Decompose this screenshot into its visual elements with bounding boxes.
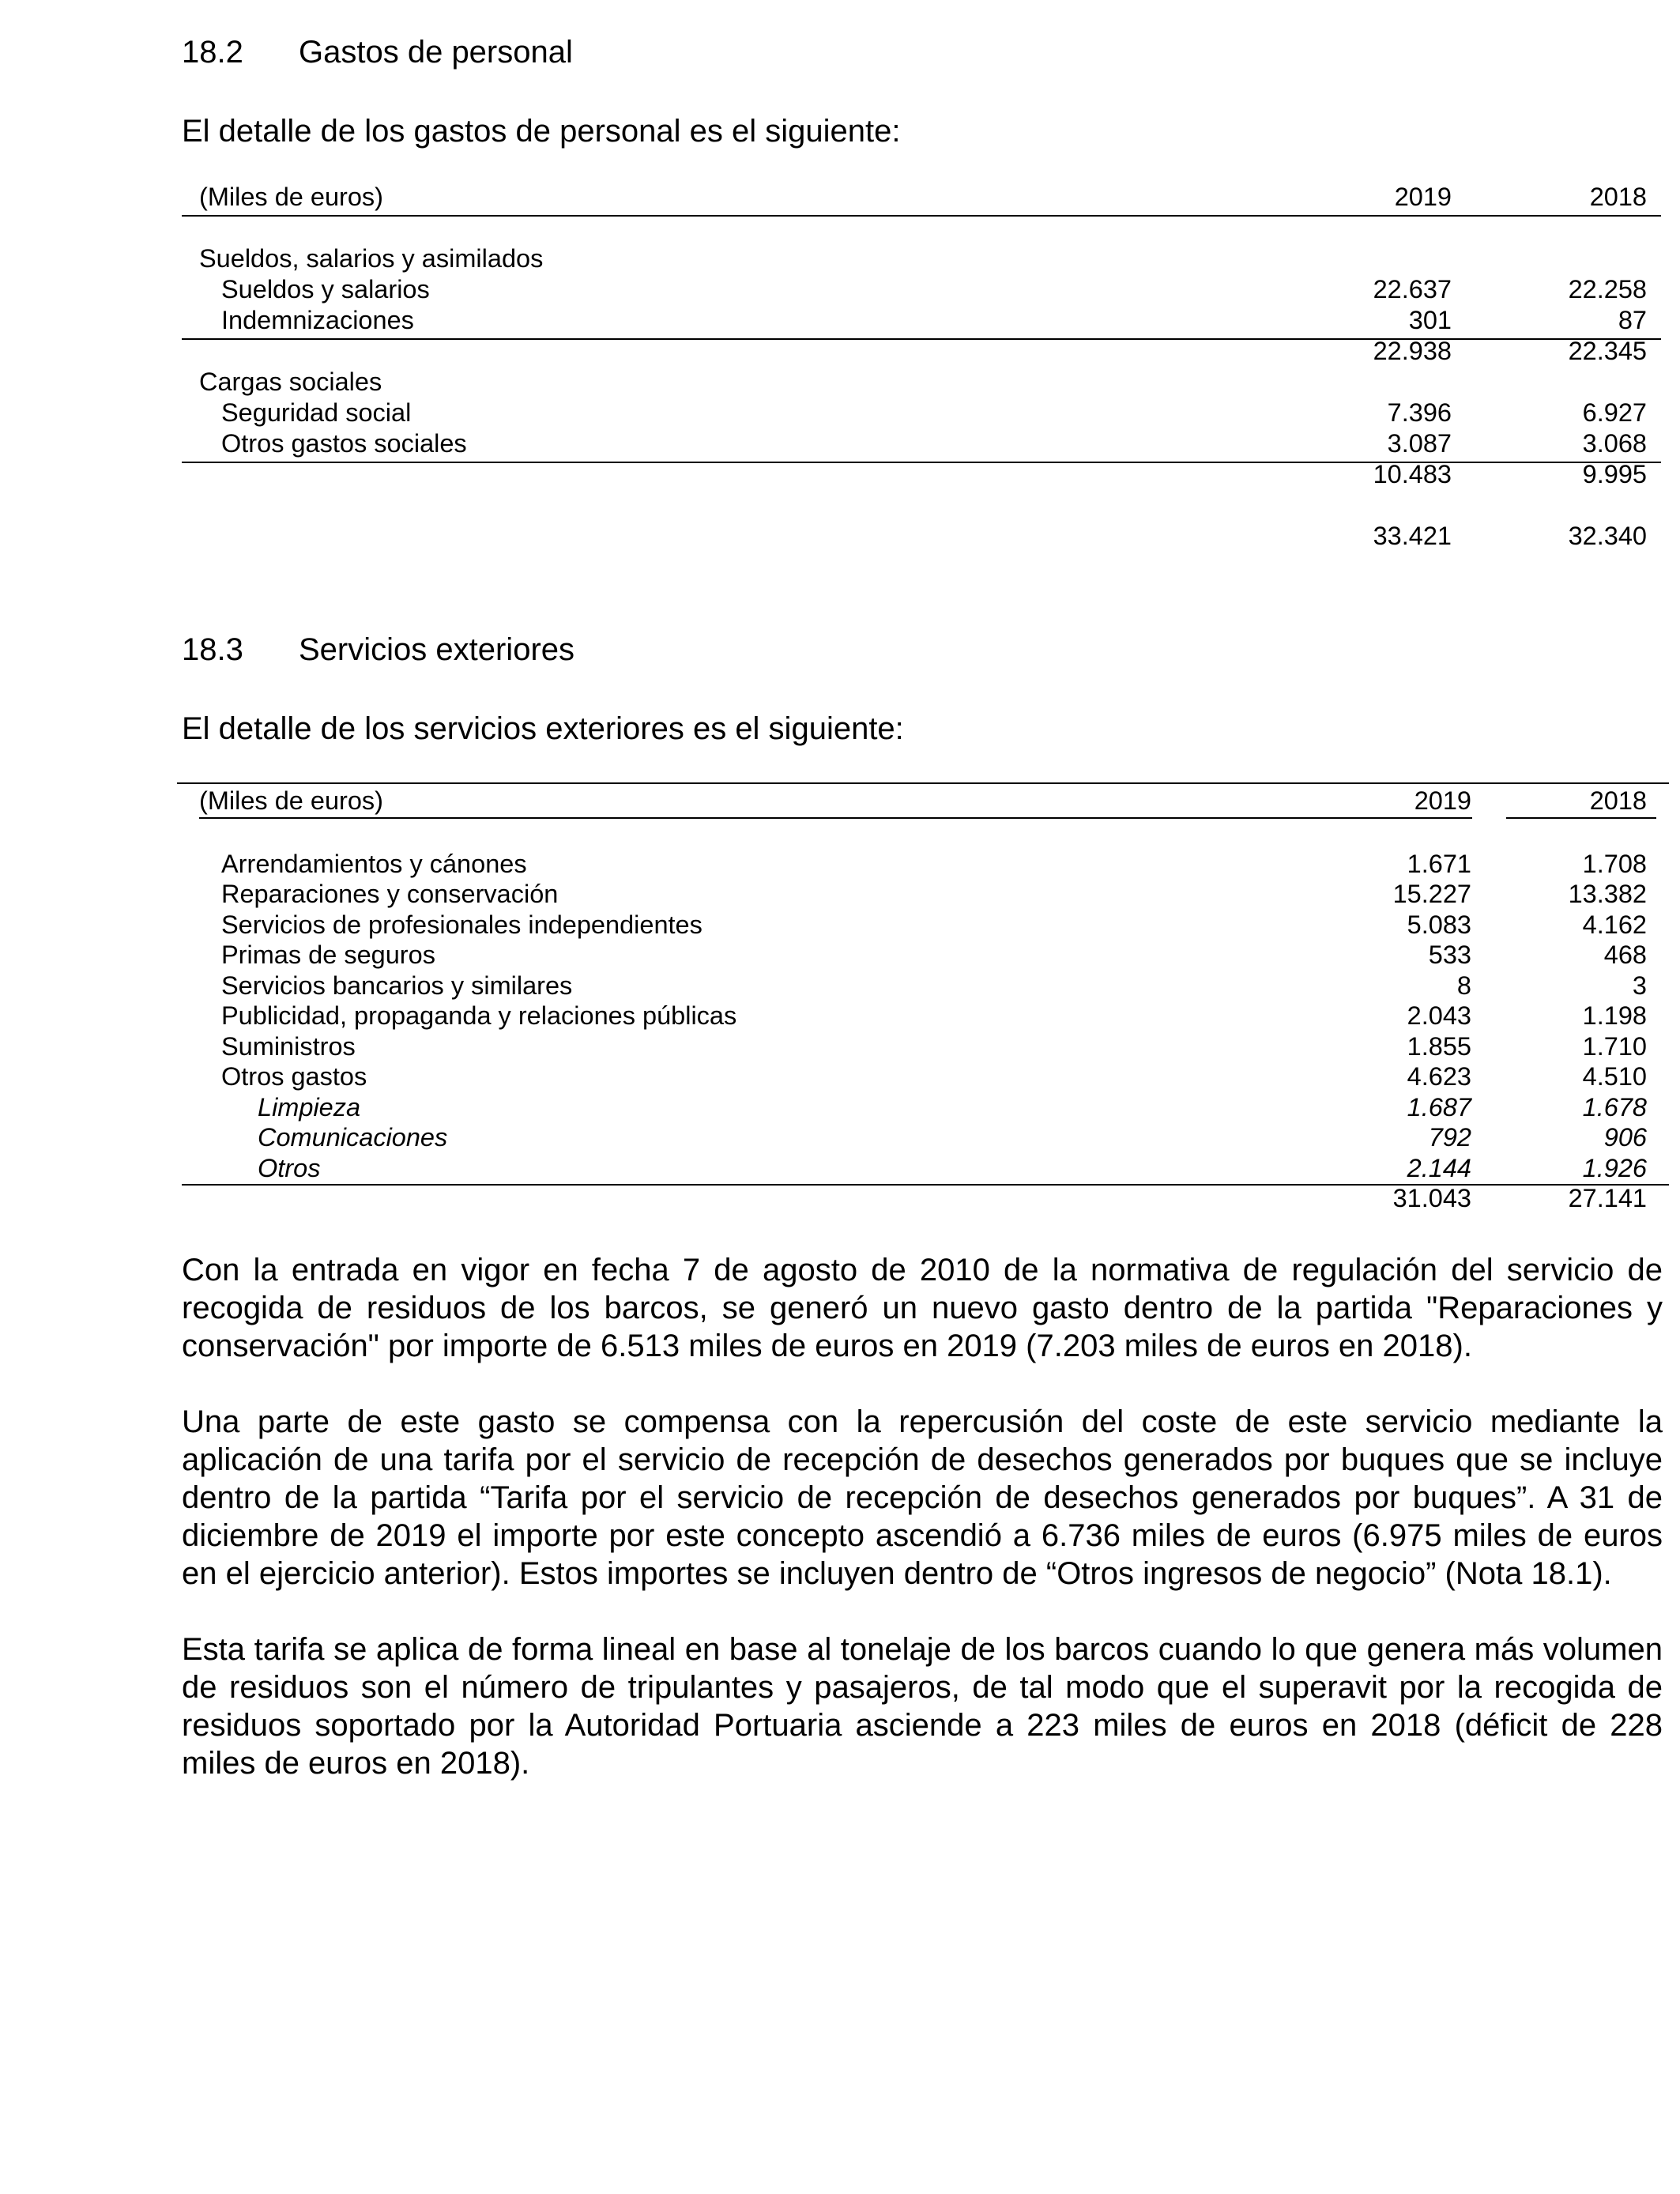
subtotal-2018: 9.995 xyxy=(1582,460,1647,488)
group-label-row xyxy=(182,367,1661,398)
value-2018: 87 xyxy=(1618,306,1647,334)
total-2019: 31.043 xyxy=(1392,1184,1471,1212)
section-title: Servicios exteriores xyxy=(299,632,575,667)
section-intro: El detalle de los gastos de personal es el siguiente: xyxy=(182,114,901,149)
table-row xyxy=(182,971,1669,1001)
row-label: Publicidad, propaganda y relaciones públicas xyxy=(221,1001,737,1030)
value-2019: 8 xyxy=(1456,971,1471,1000)
external-services-table xyxy=(182,782,1669,1214)
value-2018: 1.708 xyxy=(1582,849,1647,878)
table-subrow xyxy=(182,1092,1669,1123)
table-top-rule xyxy=(177,782,1669,784)
table-row xyxy=(182,305,1661,336)
value-2018: 1.926 xyxy=(1582,1153,1647,1182)
column-header-2018: 2018 xyxy=(1589,183,1647,211)
section-title: Gastos de personal xyxy=(299,35,573,70)
value-2018: 4.162 xyxy=(1582,910,1647,939)
paragraph-tariff-compensation: Una parte de este gasto se compensa con la repercusión del coste de este servicio mediante la aplicación de una tarifa por el servicio de recepción de desechos generados por buques que se incluye dentro de la partida “Tarifa por el servicio de recepción de desechos generados por buques”. A 31 de diciembre de 2019 el importe por este concepto ascendió a 6.736 miles de euros (6.975 miles de euros en el ejercicio anterior). Estos importes se incluyen dentro de “Otros ingresos de negocio” (Nota 18.1). xyxy=(182,1404,1663,1591)
table-row xyxy=(182,1061,1669,1092)
value-2019: 792 xyxy=(1428,1123,1471,1152)
personnel-expenses-table xyxy=(182,182,1661,552)
value-2019: 1.671 xyxy=(1407,849,1471,878)
group-label: Cargas sociales xyxy=(199,368,382,396)
row-label: Otros gastos sociales xyxy=(221,429,467,458)
value-2018: 1.198 xyxy=(1582,1001,1647,1030)
unit-label: (Miles de euros) xyxy=(199,183,383,211)
table-row xyxy=(182,849,1669,880)
value-2018: 3.068 xyxy=(1582,429,1647,458)
value-2018: 4.510 xyxy=(1582,1062,1647,1091)
value-2018: 6.927 xyxy=(1582,398,1647,427)
spacer xyxy=(182,816,1669,849)
value-2019: 3.087 xyxy=(1387,429,1452,458)
table-row xyxy=(182,428,1661,459)
unit-label: (Miles de euros) xyxy=(199,786,383,815)
group-label: Sueldos, salarios y asimilados xyxy=(199,244,544,273)
table-row xyxy=(182,1001,1669,1031)
value-2019: 7.396 xyxy=(1387,398,1452,427)
value-2019: 5.083 xyxy=(1407,910,1471,939)
table-row xyxy=(182,274,1661,305)
row-label: Servicios bancarios y similares xyxy=(221,971,573,1000)
row-label: Sueldos y salarios xyxy=(221,275,430,303)
value-2019: 2.043 xyxy=(1407,1001,1471,1030)
value-2019: 22.637 xyxy=(1373,275,1452,303)
row-label: Suministros xyxy=(221,1031,356,1061)
row-label: Reparaciones y conservación xyxy=(221,880,559,908)
table-row xyxy=(182,398,1661,428)
value-2019: 301 xyxy=(1408,306,1452,334)
value-2018: 22.258 xyxy=(1568,275,1647,303)
section-heading-18-3 xyxy=(182,631,574,669)
table-header-row xyxy=(182,786,1669,816)
subtotal-row xyxy=(182,459,1661,490)
value-2019: 2.144 xyxy=(1407,1153,1471,1182)
column-header-2019: 2019 xyxy=(1414,786,1471,815)
table-row xyxy=(182,910,1669,941)
group-label-row xyxy=(182,243,1661,274)
column-header-2018: 2018 xyxy=(1589,786,1647,815)
value-2018: 1.678 xyxy=(1582,1092,1647,1122)
table-row xyxy=(182,940,1669,971)
row-label: Otros gastos xyxy=(221,1062,367,1091)
row-label: Servicios de profesionales independientes xyxy=(221,910,703,939)
section-number: 18.3 xyxy=(182,632,243,667)
total-2018: 27.141 xyxy=(1568,1184,1647,1212)
subtotal-2019: 10.483 xyxy=(1373,460,1452,488)
total-2018: 32.340 xyxy=(1568,522,1647,550)
table-header-row xyxy=(182,182,1661,213)
value-2018: 468 xyxy=(1603,941,1647,969)
value-2018: 3 xyxy=(1632,971,1647,1000)
total-row xyxy=(182,1183,1669,1214)
subrow-label: Limpieza xyxy=(258,1092,361,1122)
value-2019: 1.855 xyxy=(1407,1031,1471,1061)
paragraph-tariff-application: Esta tarifa se aplica de forma lineal en base al tonelaje de los barcos cuando lo que genera más volumen de residuos son el número de tripulantes y pasajeros, de tal modo que el superavit por la recogida de residuos soportado por la Autoridad Portuaria asciende a 223 miles de euros en 2018 (déficit de 228 miles de euros en 2018). xyxy=(182,1632,1663,1781)
value-2018: 1.710 xyxy=(1582,1031,1647,1061)
column-header-2019: 2019 xyxy=(1394,183,1452,211)
value-2018: 13.382 xyxy=(1568,880,1647,908)
table-subrow xyxy=(182,1153,1669,1184)
subtotal-2018: 22.345 xyxy=(1568,337,1647,365)
section-intro: El detalle de los servicios exteriores es el siguiente: xyxy=(182,711,904,746)
total-row xyxy=(182,521,1661,552)
table-subrow xyxy=(182,1122,1669,1153)
paragraph-waste-regulation: Con la entrada en vigor en fecha 7 de agosto de 2010 de la normativa de regulación del servicio de recogida de residuos de los barcos, se generó un nuevo gasto dentro de la partida "Reparaciones y conservación" por importe de 6.513 miles de euros en 2019 (7.203 miles de euros en 2018). xyxy=(182,1253,1663,1363)
subtotal-row xyxy=(182,336,1661,367)
value-2019: 15.227 xyxy=(1392,880,1471,908)
subtotal-2019: 22.938 xyxy=(1373,337,1452,365)
spacer xyxy=(182,213,1661,243)
value-2018: 906 xyxy=(1603,1123,1647,1152)
subrow-label: Otros xyxy=(258,1153,321,1182)
table-row xyxy=(182,1031,1669,1062)
section-number: 18.2 xyxy=(182,35,243,70)
spacer xyxy=(182,490,1661,521)
value-2019: 533 xyxy=(1428,941,1471,969)
value-2019: 1.687 xyxy=(1407,1092,1471,1122)
row-label: Primas de seguros xyxy=(221,941,435,969)
subrow-label: Comunicaciones xyxy=(258,1123,448,1152)
value-2019: 4.623 xyxy=(1407,1062,1471,1091)
row-label: Seguridad social xyxy=(221,398,412,427)
row-label: Arrendamientos y cánones xyxy=(221,849,527,878)
table-row xyxy=(182,879,1669,910)
section-heading-18-2 xyxy=(182,33,573,71)
row-label: Indemnizaciones xyxy=(221,306,414,334)
total-2019: 33.421 xyxy=(1373,522,1452,550)
